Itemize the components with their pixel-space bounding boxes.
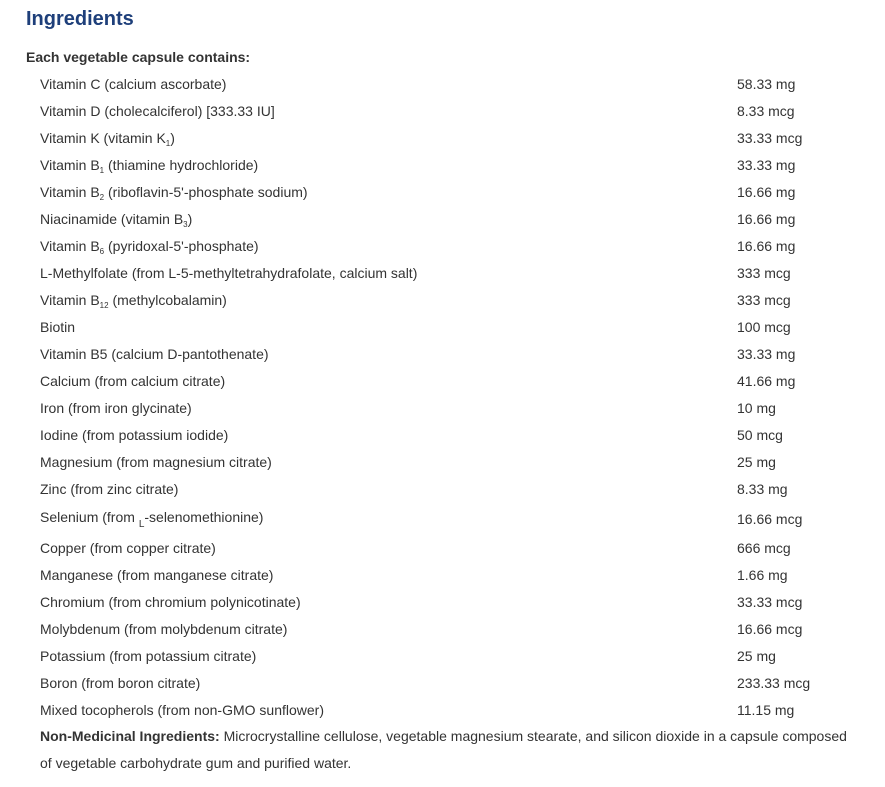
ingredient-amount: 33.33 mcg	[737, 130, 803, 146]
ingredient-name	[40, 265, 417, 281]
ingredient-name-suffix: (thiamine hydrochloride)	[104, 157, 259, 173]
ingredient-row	[0, 178, 885, 205]
ingredient-row	[0, 205, 885, 232]
ingredient-row	[0, 313, 885, 340]
ingredient-amount: 25 mg	[737, 454, 776, 470]
ingredient-name	[40, 211, 192, 227]
ingredient-name-text: Niacinamide (vitamin B	[40, 211, 184, 227]
ingredient-subscript: 3	[183, 220, 188, 229]
ingredient-name	[40, 675, 200, 691]
ingredient-row	[0, 561, 885, 588]
ingredient-row	[0, 232, 885, 259]
ingredient-amount: 8.33 mg	[737, 481, 788, 497]
ingredient-name-text: L-Methylfolate (from L-5-methyltetrahydrafolate, calcium salt)	[40, 265, 418, 281]
ingredient-row	[0, 151, 885, 178]
ingredient-name	[40, 346, 269, 362]
non-medicinal-text: Microcrystalline cellulose, vegetable magnesium stearate, and silicon dioxide in a capsule composed of vegetable carbohydrate gum and purified water.	[40, 728, 847, 771]
ingredient-name	[40, 238, 259, 254]
ingredient-amount: 41.66 mg	[737, 373, 796, 389]
ingredient-row	[0, 70, 885, 97]
ingredient-subscript: 1	[99, 166, 105, 175]
ingredient-name-text: Calcium (from calcium citrate)	[40, 373, 226, 389]
capsule-contents-subheading: Each vegetable capsule contains:	[26, 49, 251, 65]
ingredient-name	[40, 292, 227, 308]
ingredient-amount: 16.66 mg	[737, 238, 796, 254]
ingredients-list	[0, 70, 885, 723]
ingredient-amount: 333 mcg	[737, 292, 791, 308]
ingredient-name	[40, 103, 275, 119]
ingredient-row	[0, 448, 885, 475]
ingredient-amount: 16.66 mcg	[737, 511, 803, 527]
ingredient-amount: 33.33 mg	[737, 157, 796, 173]
ingredient-row	[0, 615, 885, 642]
ingredient-name-text: Selenium (from	[40, 509, 139, 525]
ingredient-row	[0, 588, 885, 615]
ingredient-name-text: Vitamin B	[40, 157, 100, 173]
ingredient-amount: 333 mcg	[737, 265, 791, 281]
ingredient-name	[40, 319, 75, 335]
ingredient-name-text: Chromium (from chromium polynicotinate)	[40, 594, 301, 610]
ingredient-amount: 33.33 mg	[737, 346, 796, 362]
ingredient-name-text: Vitamin B	[40, 292, 100, 308]
ingredient-name	[40, 621, 287, 637]
ingredient-name-suffix: (riboflavin-5'-phosphate sodium)	[104, 184, 308, 200]
ingredient-name-text: Vitamin K (vitamin K	[40, 130, 166, 146]
ingredient-row	[0, 502, 885, 534]
ingredient-row	[0, 97, 885, 124]
ingredient-amount: 233.33 mcg	[737, 675, 811, 691]
ingredient-amount: 1.66 mg	[737, 567, 788, 583]
ingredient-amount: 100 mcg	[737, 319, 791, 335]
ingredient-name-text: Vitamin C (calcium ascorbate)	[40, 76, 227, 92]
ingredient-subscript: 1	[165, 139, 171, 148]
ingredient-amount: 16.66 mcg	[737, 621, 803, 637]
ingredient-name	[40, 454, 272, 470]
ingredient-amount: 25 mg	[737, 648, 776, 664]
ingredient-name-text: Iron (from iron glycinate)	[40, 400, 192, 416]
ingredient-row	[0, 642, 885, 669]
ingredient-name-text: Vitamin B5 (calcium D-pantothenate)	[40, 346, 269, 362]
ingredient-name-text: Molybdenum (from molybdenum citrate)	[40, 621, 288, 637]
ingredient-amount: 16.66 mg	[737, 211, 796, 227]
ingredient-row	[0, 259, 885, 286]
ingredient-name-text: Manganese (from manganese citrate)	[40, 567, 274, 583]
ingredient-name-suffix: (methylcobalamin)	[108, 292, 227, 308]
ingredient-name	[40, 427, 228, 443]
ingredient-row	[0, 475, 885, 502]
ingredient-name	[40, 157, 258, 173]
ingredient-name-text: Vitamin B	[40, 184, 100, 200]
non-medicinal-label: Non-Medicinal Ingredients:	[40, 728, 220, 744]
ingredient-amount: 33.33 mcg	[737, 594, 803, 610]
non-medicinal-ingredients	[40, 723, 860, 777]
ingredient-name	[40, 594, 301, 610]
ingredient-name-text: Boron (from boron citrate)	[40, 675, 201, 691]
ingredient-name	[40, 76, 226, 92]
ingredient-name-suffix: -selenomethionine)	[144, 509, 264, 525]
ingredient-name	[40, 481, 178, 497]
ingredient-row	[0, 534, 885, 561]
ingredient-row	[0, 696, 885, 723]
ingredient-name	[40, 648, 256, 664]
ingredient-name	[40, 702, 324, 718]
ingredient-name	[40, 373, 225, 389]
ingredient-name-text: Magnesium (from magnesium citrate)	[40, 454, 272, 470]
ingredient-row	[0, 286, 885, 313]
ingredient-name-text: Potassium (from potassium citrate)	[40, 648, 257, 664]
ingredient-name-text: Vitamin B	[40, 238, 100, 254]
ingredient-name	[40, 184, 308, 200]
ingredient-row	[0, 367, 885, 394]
ingredient-row	[0, 340, 885, 367]
ingredient-subscript: 2	[99, 193, 105, 202]
ingredient-amount: 11.15 mg	[737, 702, 795, 718]
ingredient-subscript: 12	[99, 301, 109, 310]
ingredient-amount: 16.66 mg	[737, 184, 796, 200]
ingredient-subscript: 6	[99, 247, 105, 256]
ingredient-subscript: L	[138, 519, 145, 530]
ingredient-name-suffix: )	[170, 130, 175, 146]
ingredient-amount: 58.33 mg	[737, 76, 796, 92]
ingredient-name-text: Iodine (from potassium iodide)	[40, 427, 229, 443]
ingredient-name-text: Mixed tocopherols (from non-GMO sunflower)	[40, 702, 324, 718]
ingredient-row	[0, 421, 885, 448]
ingredient-name	[40, 400, 192, 416]
ingredient-row	[0, 669, 885, 696]
ingredient-name	[40, 509, 264, 530]
ingredient-amount: 666 mcg	[737, 540, 791, 556]
ingredient-name-suffix: (pyridoxal-5'-phosphate)	[104, 238, 259, 254]
ingredient-amount: 10 mg	[737, 400, 776, 416]
ingredient-row	[0, 394, 885, 421]
ingredient-name-text: Copper (from copper citrate)	[40, 540, 216, 556]
ingredients-heading: Ingredients	[26, 8, 134, 30]
ingredient-name	[40, 567, 273, 583]
ingredient-name-text: Zinc (from zinc citrate)	[40, 481, 179, 497]
ingredient-name	[40, 540, 216, 556]
ingredient-name	[40, 130, 175, 146]
ingredient-name-text: Vitamin D (cholecalciferol) [333.33 IU]	[40, 103, 275, 119]
ingredient-amount: 50 mcg	[737, 427, 783, 443]
ingredient-name-text: Biotin	[40, 319, 76, 335]
ingredient-row	[0, 124, 885, 151]
ingredient-name-suffix: )	[187, 211, 193, 227]
ingredient-amount: 8.33 mcg	[737, 103, 795, 119]
